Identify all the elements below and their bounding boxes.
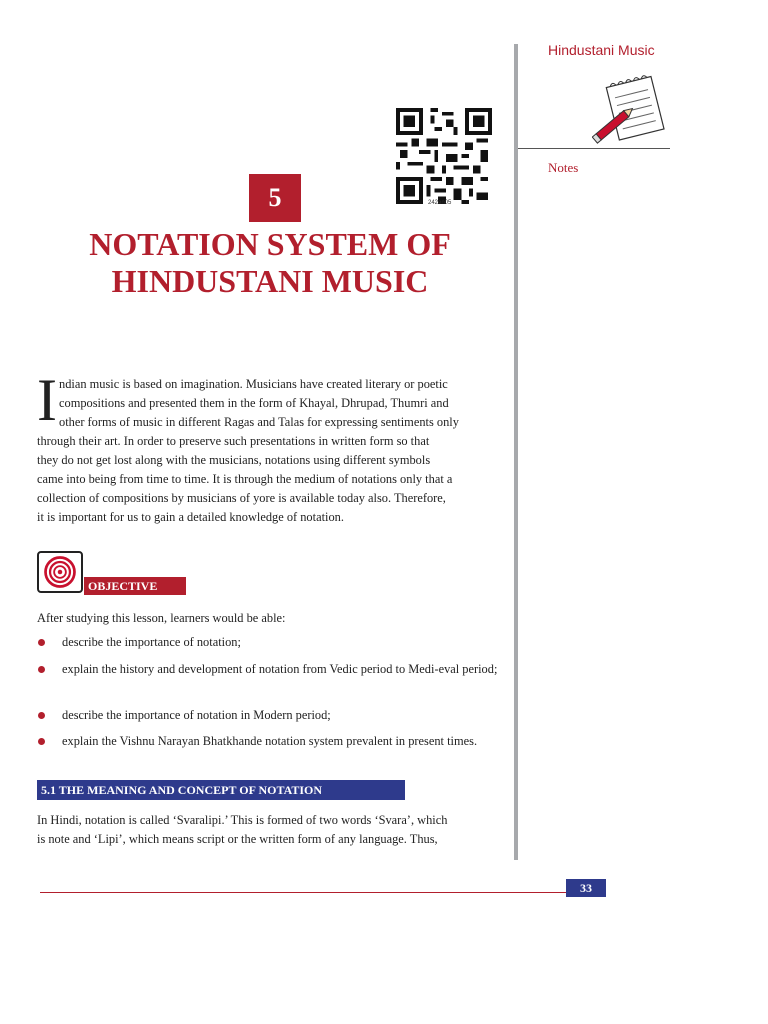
notes-divider <box>518 148 670 149</box>
bullet-icon <box>38 639 45 646</box>
subject-header: Hindustani Music <box>548 42 655 58</box>
qr-code-icon <box>396 108 492 204</box>
bullet-icon <box>38 738 45 745</box>
chapter-number: 5 <box>249 174 301 222</box>
paragraph-line: it is important for us to gain a detailed knowledge of notation. <box>37 510 344 524</box>
bullet-icon <box>38 712 45 719</box>
paragraph-line: ndian music is based on imagination. Musicians have created literary or poetic <box>59 377 448 391</box>
objective-item: explain the Vishnu Narayan Bhatkhande notation system prevalent in present times. <box>62 734 478 748</box>
paragraph-line: they do not get lost along with the musicians, notations using different symbols <box>37 453 431 467</box>
footer-rule <box>40 892 570 893</box>
notes-label: Notes <box>548 160 579 175</box>
chapter-title-line: NOTATION SYSTEM OF <box>89 226 451 262</box>
objective-item: describe the importance of notation; <box>62 635 241 649</box>
qr-code-label: 242en05 <box>428 200 452 206</box>
margin-rule <box>514 44 518 860</box>
notepad-pencil-icon <box>592 72 668 144</box>
objective-item: describe the importance of notation in Modern period; <box>62 708 331 722</box>
drop-cap: I <box>37 367 57 433</box>
objective-intro: After studying this lesson, learners would be able: <box>37 611 286 625</box>
paragraph-line: other forms of music in different Ragas and Talas for expressing sentiments only <box>59 415 459 429</box>
section-heading: 5.1 THE MEANING AND CONCEPT OF NOTATION <box>37 780 405 800</box>
chapter-title <box>60 226 480 300</box>
paragraph-line: In Hindi, notation is called ‘Svaralipi.’ This is formed of two words ‘Svara’, which <box>37 813 448 827</box>
paragraph-line: came into being from time to time. It is through the medium of notations only that a <box>37 472 453 486</box>
page-number: 33 <box>566 879 606 897</box>
objective-heading: OBJECTIVE <box>84 577 186 595</box>
paragraph-line: is note and ‘Lipi’, which means script or the written form of any language. Thus, <box>37 832 438 846</box>
paragraph-line: through their art. In order to preserve such presentations in written form so that <box>37 434 430 448</box>
chapter-title-line: HINDUSTANI MUSIC <box>111 263 429 299</box>
target-icon <box>37 551 83 593</box>
bullet-icon <box>38 666 45 673</box>
objective-item: explain the history and development of notation from Vedic period to Medi-eval period; <box>62 662 498 676</box>
paragraph-line: compositions and presented them in the form of Khayal, Dhrupad, Thumri and <box>59 396 449 410</box>
paragraph-line: collection of compositions by musicians of yore is available today also. Therefore, <box>37 491 446 505</box>
